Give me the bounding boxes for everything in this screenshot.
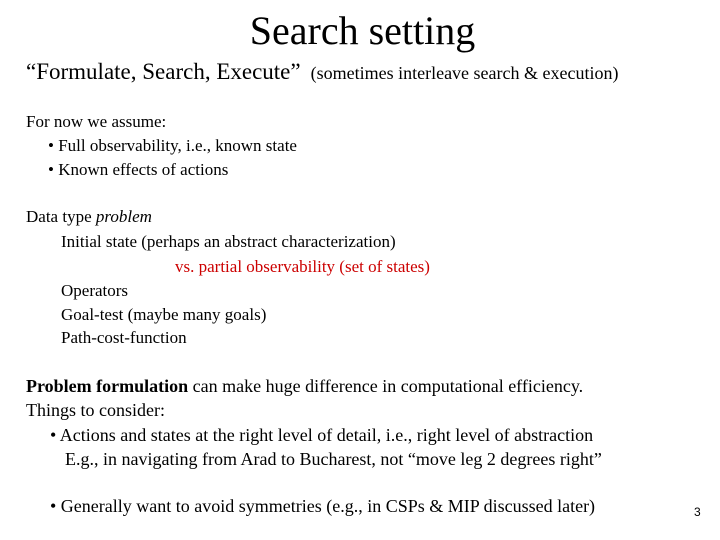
operators-line: Operators	[61, 281, 129, 300]
datatype-term: problem	[95, 207, 152, 226]
assume-item-known-effects: • Known effects of actions	[48, 160, 229, 179]
datatype-heading	[26, 206, 152, 228]
goal-test-line: Goal-test (maybe many goals)	[61, 305, 267, 324]
formulation-line	[26, 375, 583, 398]
datatype-prefix: Data type	[26, 207, 96, 226]
bullet-avoid-symmetries: • Generally want to avoid symmetries (e.g., in CSPs & MIP discussed later)	[50, 496, 596, 516]
assume-item-full-observability: • Full observability, i.e., known state	[48, 136, 297, 155]
partial-observability-note: vs. partial observability (set of states)	[175, 257, 430, 276]
path-cost-line: Path-cost-function	[61, 328, 187, 347]
formulation-rest: can make huge difference in computational efficiency.	[188, 376, 584, 396]
initial-state-line: Initial state (perhaps an abstract characterization)	[61, 232, 396, 251]
formulation-term: Problem formulation	[26, 376, 189, 396]
subtitle-note: (sometimes interleave search & execution)	[310, 63, 619, 83]
things-to-consider: Things to consider:	[26, 400, 165, 420]
example-arad-bucharest: E.g., in navigating from Arad to Bucharest, not “move leg 2 degrees right”	[65, 449, 602, 469]
subtitle-quote: “Formulate, Search, Execute”	[26, 59, 301, 84]
slide-subtitle	[26, 58, 618, 87]
bullet-right-level-of-detail: • Actions and states at the right level of detail, i.e., right level of abstraction	[50, 425, 594, 445]
assume-heading: For now we assume:	[26, 112, 167, 131]
page-number: 3	[694, 505, 701, 519]
slide-title: Search setting	[249, 8, 476, 53]
